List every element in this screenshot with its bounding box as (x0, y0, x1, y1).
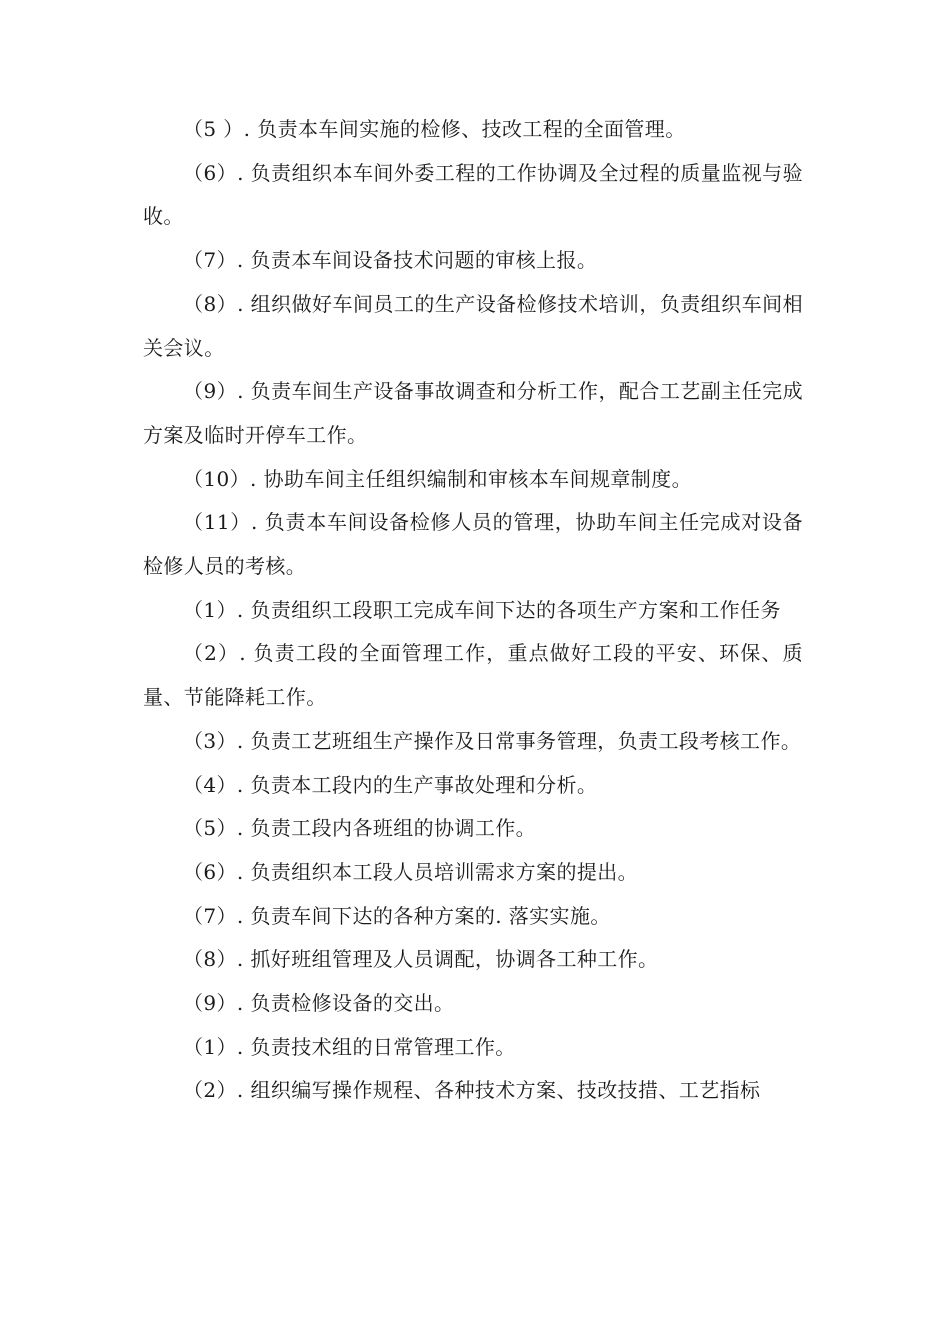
paragraph: （8）. 抓好班组管理及人员调配，协调各工种工作。 (183, 947, 659, 972)
paragraph: （9）. 负责检修设备的交出。 (183, 991, 455, 1016)
paragraph: （10）. 协助车间主任组织编制和审核本车间规章制度。 (183, 466, 692, 491)
paragraph: （6）. 负责组织本车间外委工程的工作协调及全过程的质量监视与验收。 (143, 160, 803, 229)
paragraph: （5）. 负责工段内各班组的协调工作。 (183, 816, 537, 841)
paragraph: （7）. 负责车间下达的各种方案的. 落实实施。 (183, 903, 611, 928)
paragraph: （11）. 负责本车间设备检修人员的管理，协助车间主任完成对设备检修人员的考核。 (143, 510, 803, 579)
paragraph: （1）. 负责组织工段职工完成车间下达的各项生产方案和工作任务 (183, 597, 781, 622)
document-body (143, 108, 803, 1113)
paragraph: （3）. 负责工艺班组生产操作及日常事务管理，负责工段考核工作。 (183, 728, 802, 753)
paragraph: （8）. 组织做好车间员工的生产设备检修技术培训，负责组织车间相关会议。 (143, 291, 803, 360)
paragraph: （2）. 组织编写操作规程、各种技术方案、技改技措、工艺指标 (183, 1078, 761, 1103)
paragraph: （9）. 负责车间生产设备事故调查和分析工作，配合工艺副主任完成方案及临时开停车工作。 (143, 379, 803, 447)
paragraph: （7）. 负责本车间设备技术问题的审核上报。 (183, 248, 598, 273)
paragraph: （1）. 负责技术组的日常管理工作。 (183, 1034, 516, 1059)
paragraph: （2）. 负责工段的全面管理工作，重点做好工段的平安、环保、质量、节能降耗工作。 (143, 641, 803, 710)
paragraph: （5 ）. 负责本车间实施的检修、技改工程的全面管理。 (183, 117, 686, 141)
paragraph: （6）. 负责组织本工段人员培训需求方案的提出。 (183, 859, 639, 884)
paragraph: （4）. 负责本工段内的生产事故处理和分析。 (183, 772, 598, 797)
